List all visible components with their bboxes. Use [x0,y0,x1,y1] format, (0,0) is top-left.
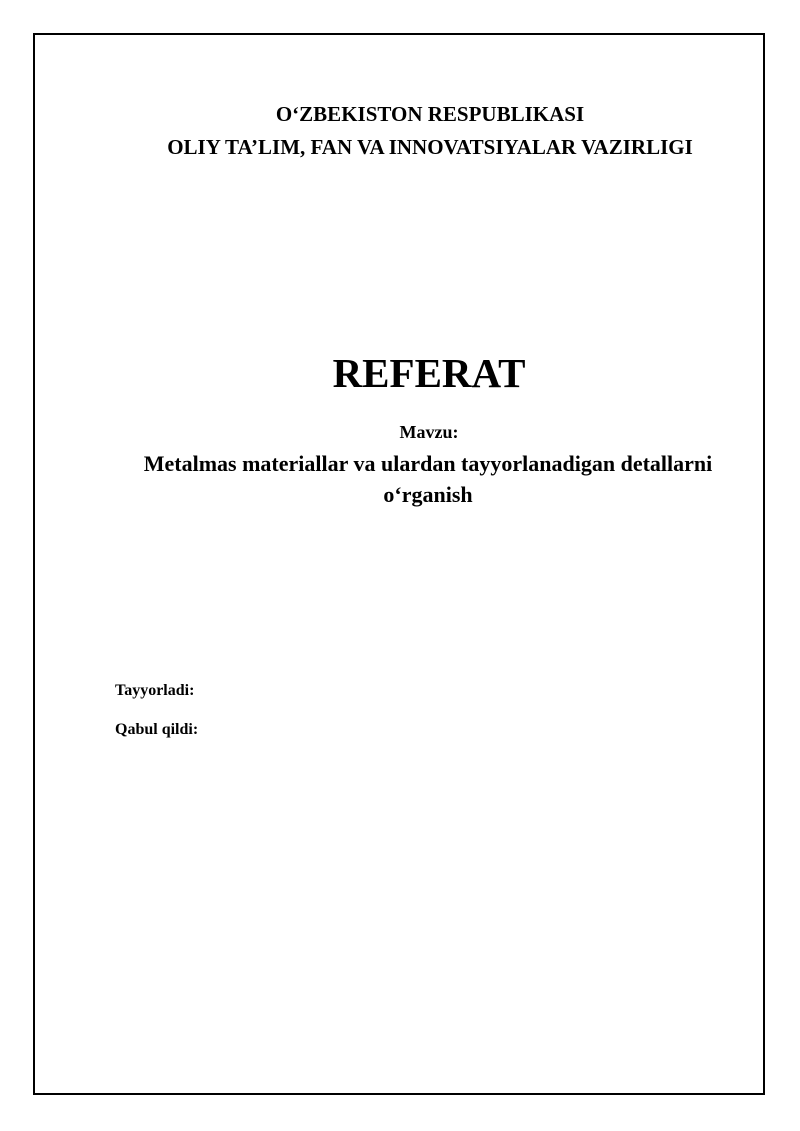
topic-text: Metalmas materiallar va ulardan tayyorlanadigan detallarni o‘rganish [143,451,713,507]
page-border [33,33,765,1095]
country-name: O‘ZBEKISTON RESPUBLIKASI [275,102,585,126]
topic-label: Mavzu: [399,422,459,442]
document-title: REFERAT [332,350,526,396]
prepared-by-label: Tayyorladi: [115,682,195,699]
accepted-by-label: Qabul qildi: [115,721,199,738]
document-header [30,98,800,164]
ministry-name: OLIY TA’LIM, FAN VA INNOVATSIYALAR VAZIRLIGI [167,135,693,159]
